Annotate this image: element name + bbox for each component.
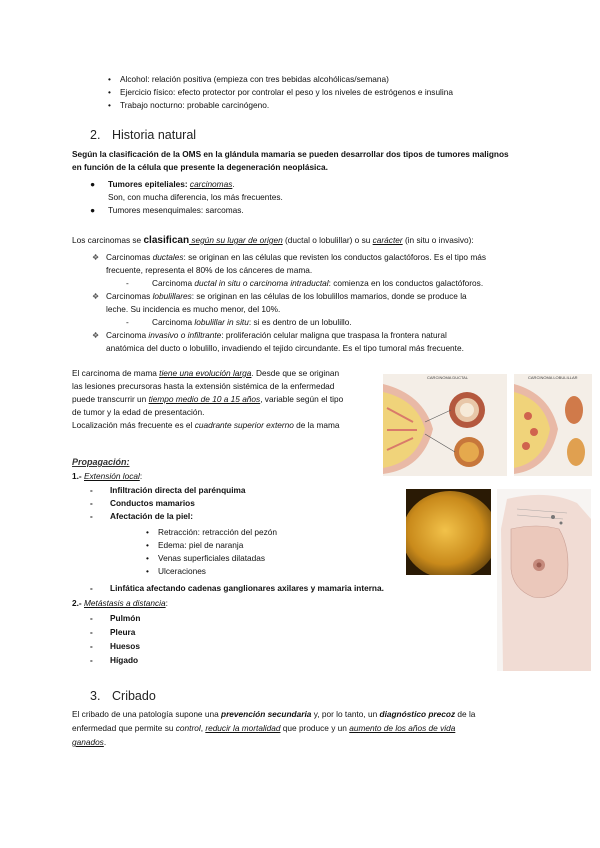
section-number: 2. — [90, 128, 101, 142]
ductal-diagram-icon — [383, 374, 507, 476]
list-item-text: Linfática afectando cadenas ganglionares axilares y mamaria interna. — [110, 583, 384, 593]
section-heading-historia — [90, 129, 196, 142]
text: que produce y un — [280, 723, 350, 733]
list-item-text: Hígado — [110, 655, 139, 665]
list-item: ❖ Carcinoma invasivo o infiltrante: proliferación celular maligna que traspasa la frontera natural — [92, 330, 447, 340]
list-item-text: Pleura — [110, 627, 136, 637]
term: ductales — [152, 252, 184, 262]
intro-paragraph — [72, 148, 509, 174]
metastasis-list — [90, 611, 140, 667]
term: lobulillares — [152, 291, 192, 301]
list-item-text: Trabajo nocturno: probable carcinógeno. — [120, 100, 270, 110]
section-number: 3. — [90, 689, 101, 703]
section-title: Historia natural — [112, 128, 197, 142]
text: de tumor y la edad de presentación. — [72, 407, 205, 417]
term: invasivo o infiltrante — [148, 330, 222, 340]
text: : se originan en las células de los lobulillos mamarios, donde se produce la — [191, 291, 467, 301]
heading-text: Propagación — [72, 457, 127, 467]
local-extension-list — [90, 484, 246, 523]
breast-drawing-icon — [497, 489, 591, 671]
text: : se originan en las células que revisten los conductos galactóforos. Es el tipo más — [183, 252, 487, 262]
carcinoma-types — [92, 251, 486, 355]
list-item: - Pleura — [90, 627, 136, 637]
lymphatic-item: - Linfática afectando cadenas ganglionares axilares y mamaria interna. — [90, 583, 384, 593]
list-item: ● Tumores epiteliales: carcinomas. — [90, 179, 235, 189]
list-item-text: Venas superficiales dilatadas — [158, 553, 266, 563]
punct: : — [126, 457, 130, 467]
peau-dorange-icon — [406, 489, 491, 575]
list-item-text: Tumores mesenquimales: sarcomas. — [108, 205, 244, 215]
list-item: - Infiltración directa del parénquima — [90, 485, 246, 495]
list-item-text: Conductos mamarios — [110, 498, 195, 508]
term: aumento de los años de vida — [349, 723, 456, 733]
text: enfermedad que permite su — [72, 723, 176, 733]
list-item: • Trabajo nocturno: probable carcinógeno. — [108, 100, 270, 110]
propagation-heading — [72, 456, 130, 469]
text: . Desde que se originan — [251, 368, 340, 378]
list-item: • Ulceraciones — [146, 566, 206, 576]
term: tiene una evolución larga — [159, 368, 252, 378]
text: Carcinomas — [106, 291, 153, 301]
section-heading-cribado — [90, 690, 156, 703]
text: puede transcurrir un — [72, 394, 149, 404]
list-item: ● Tumores mesenquimales: sarcomas. — [90, 205, 244, 215]
diagram-label: CARCINOMA LOBULILLAR — [528, 375, 578, 380]
sub-item: - Carcinoma lobulillar in situ: si es dentro de un lobulillo. — [126, 317, 352, 327]
text: de la mama — [293, 420, 340, 430]
list-item-text: Pulmón — [110, 613, 141, 623]
lobular-carcinoma-diagram — [514, 374, 592, 476]
list-item-text: Afectación de la piel: — [110, 511, 193, 521]
note: Son, con mucha diferencia, los más frecuentes. — [108, 192, 283, 202]
tumor-types-list — [90, 178, 283, 217]
local-extension-heading — [72, 470, 142, 483]
term: ductal in situ o carcinoma intraductal — [194, 278, 329, 288]
term: prevención secundaria — [221, 709, 312, 719]
label: Tumores epiteliales: — [108, 179, 190, 189]
section-title: Cribado — [112, 689, 156, 703]
term: tiempo medio de 10 a 15 años — [148, 394, 261, 404]
list-item: • Alcohol: relación positiva (empieza con tres bebidas alcohólicas/semana) — [108, 74, 389, 84]
risk-factor-list — [108, 73, 453, 112]
text: : proliferación celular maligna que traspasa la frontera natural — [221, 330, 447, 340]
term: cuadrante superior externo — [194, 420, 294, 430]
list-item: - Conductos mamarios — [90, 498, 195, 508]
term: Extensión local — [84, 471, 140, 481]
term: ganados — [72, 737, 104, 747]
list-item-text: Edema: piel de naranja — [158, 540, 244, 550]
term: según su lugar de origen — [189, 235, 283, 245]
ductal-carcinoma-diagram — [383, 374, 507, 476]
text: y, por lo tanto, un — [311, 709, 380, 719]
term: lobulillar in situ — [194, 317, 249, 327]
text: anatómica del ducto o lobulillo, invadiendo el tejido circundante. Es el tipo tumoral más frecuente. — [106, 343, 464, 353]
classification-line — [72, 234, 474, 247]
list-item: - Afectación de la piel: — [90, 511, 193, 521]
text: frecuente, representa el 80% de los cánceres de mama. — [106, 265, 313, 275]
term: Metástasis a distancia — [84, 598, 166, 608]
list-item: - Huesos — [90, 641, 140, 651]
sub-item: - Carcinoma ductal in situ o carcinoma intraductal: comienza en los conductos galactóforos. — [126, 278, 484, 288]
list-item: • Ejercicio físico: efecto protector por controlar el peso y los niveles de estrógenos e insulina — [108, 87, 453, 97]
text: : si es dentro de un lobulillo. — [248, 317, 352, 327]
list-item-text: Ejercicio físico: efecto protector por controlar el peso y los niveles de estrógenos e insulina — [120, 87, 453, 97]
text: El cribado de una patología supone una — [72, 709, 221, 719]
text: El carcinoma de mama — [72, 368, 160, 378]
text: , — [200, 723, 206, 733]
list-item-text: Retracción: retracción del pezón — [158, 527, 277, 537]
text: Carcinoma — [152, 278, 195, 288]
list-item-text: Infiltración directa del parénquima — [110, 485, 246, 495]
text: Carcinoma — [152, 317, 195, 327]
list-item-text: Huesos — [110, 641, 140, 651]
list-item-text: Ulceraciones — [158, 566, 206, 576]
evolution-paragraph — [72, 367, 377, 432]
list-item: ❖ Carcinomas lobulillares: se originan en las células de los lobulillos mamarios, donde se produce la — [92, 291, 467, 301]
screening-paragraph — [72, 708, 475, 749]
text: leche. Su incidencia es mucho menor, del 10%. — [106, 304, 281, 314]
list-item: • Venas superficiales dilatadas — [146, 553, 266, 563]
term: diagnóstico precoz — [379, 709, 456, 719]
item-number: 2.- — [72, 598, 84, 608]
lobular-diagram-icon — [514, 374, 592, 476]
orange-peel-skin-photo — [406, 489, 491, 575]
intro-line: en función de la célula que presente la degeneración neoplásica. — [72, 162, 328, 172]
text: : comienza en los conductos galactóforos. — [328, 278, 484, 288]
punct: . — [103, 737, 107, 747]
punct: . — [232, 179, 235, 189]
list-item-text: Alcohol: relación positiva (empieza con tres bebidas alcohólicas/semana) — [120, 74, 389, 84]
text: , variable según el tipo — [260, 394, 344, 404]
text: de la — [455, 709, 476, 719]
term: clasifican — [143, 235, 190, 246]
text: Los carcinomas se — [72, 235, 144, 245]
distant-metastasis-heading — [72, 597, 168, 610]
text: Carcinomas — [106, 252, 153, 262]
list-item: - Pulmón — [90, 613, 141, 623]
skin-involvement-list — [146, 526, 277, 578]
text: Carcinoma — [106, 330, 149, 340]
list-item: • Retracción: retracción del pezón — [146, 527, 277, 537]
item-number: 1.- — [72, 471, 84, 481]
term: control — [175, 723, 201, 733]
term: carcinomas — [189, 179, 233, 189]
text: las lesiones precursoras hasta la extensión sistémica de la enfermedad — [72, 381, 335, 391]
list-item: • Edema: piel de naranja — [146, 540, 244, 550]
breast-anatomy-illustration — [497, 489, 591, 671]
text: (ductal o lobulillar) o su — [282, 235, 373, 245]
diagram-label: CARCINOMA DUCTAL — [427, 375, 469, 380]
punct: : — [165, 598, 168, 608]
text: Localización más frecuente es el — [72, 420, 195, 430]
intro-line: Según la clasificación de la OMS en la glándula mamaria se pueden desarrollar dos tipos de tumores malignos — [72, 149, 509, 159]
punct: : — [139, 471, 143, 481]
list-item: ❖ Carcinomas ductales: se originan en las células que revisten los conductos galactóforos. Es el tipo más — [92, 252, 487, 262]
term: carácter — [372, 235, 403, 245]
term: reducir la mortalidad — [205, 723, 281, 733]
text: (in situ o invasivo): — [402, 235, 474, 245]
list-item: - Hígado — [90, 655, 139, 665]
